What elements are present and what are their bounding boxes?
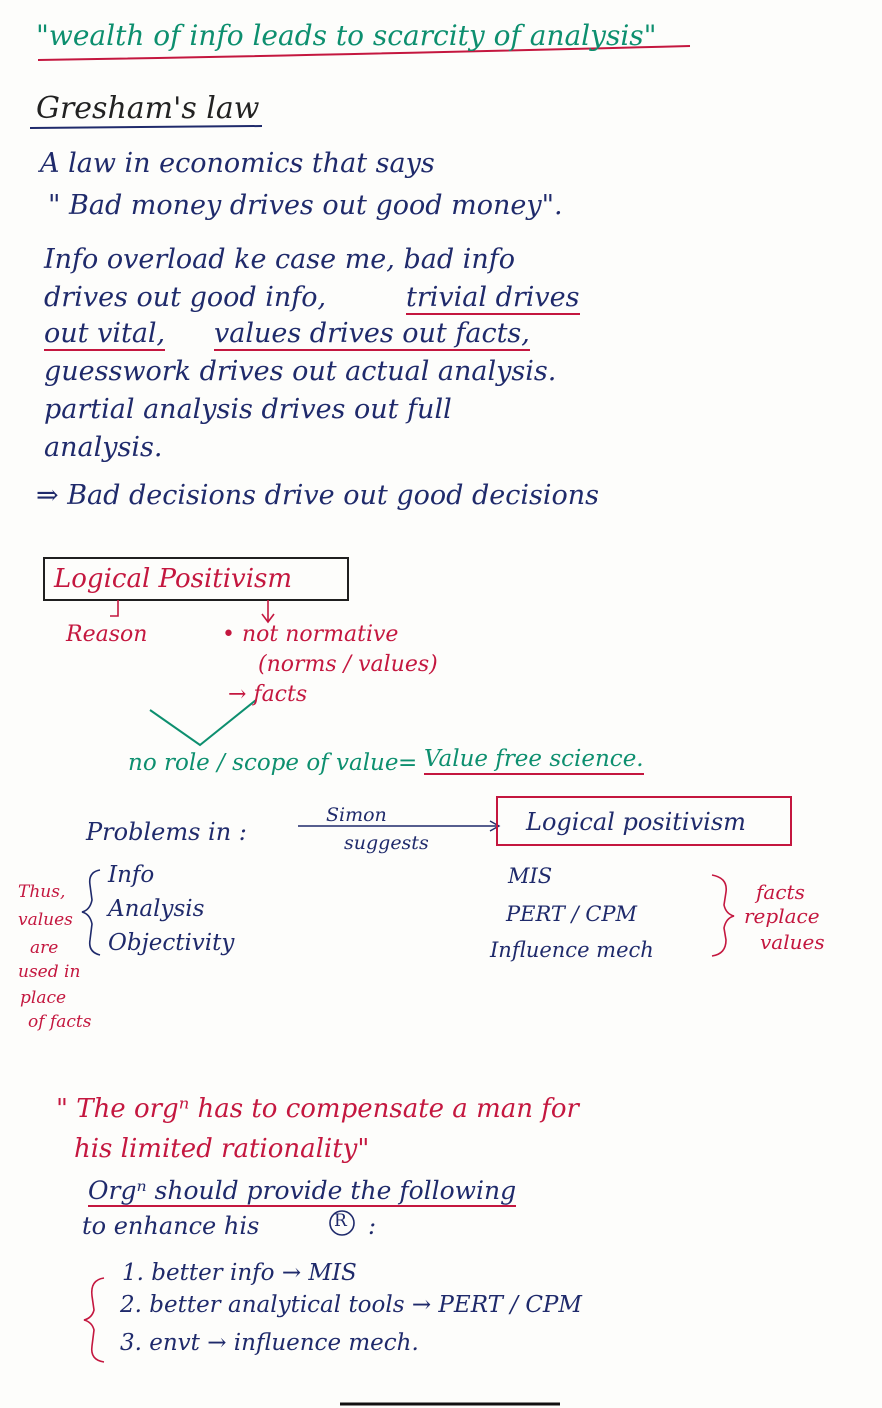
positivism-box-label: Logical Positivism bbox=[54, 564, 293, 594]
r-symbol: R bbox=[334, 1211, 347, 1231]
positivism-box2-label: Logical positivism bbox=[526, 808, 746, 836]
paragraph-line4: guesswork drives out actual analysis. bbox=[44, 356, 557, 387]
facts-label: → facts bbox=[228, 682, 308, 707]
facts-note-line: replace bbox=[744, 904, 820, 928]
value-free-science: Value free science. bbox=[424, 748, 644, 775]
side-note-line: used in bbox=[18, 962, 81, 982]
paragraph-line2a: drives out good info, bbox=[44, 282, 327, 313]
problem-item: Analysis bbox=[108, 896, 205, 922]
tool-item: MIS bbox=[508, 864, 553, 888]
top-quote: "wealth of info leads to scarcity of analysis" bbox=[36, 19, 657, 52]
reason-label: Reason bbox=[66, 622, 148, 647]
facts-note-line: values bbox=[760, 930, 825, 954]
org-list-item: 3. envt → influence mech. bbox=[120, 1330, 419, 1356]
side-note-line: are bbox=[30, 938, 59, 958]
equals-sign: = bbox=[398, 750, 418, 776]
simon-label: Simon bbox=[326, 804, 387, 826]
suggests-label: suggests bbox=[344, 832, 429, 854]
org-list-item: 1. better info → MIS bbox=[122, 1260, 357, 1286]
paragraph-line1: Info overload ke case me, bad info bbox=[44, 244, 515, 275]
problem-item: Objectivity bbox=[108, 930, 235, 956]
gresham-title: Gresham's law bbox=[36, 91, 260, 126]
org-should-provide: Orgⁿ should provide the following bbox=[88, 1176, 517, 1205]
enhance-label: to enhance his bbox=[82, 1212, 260, 1240]
norms-values-label: (norms / values) bbox=[258, 652, 438, 677]
facts-note-line: facts bbox=[756, 880, 805, 904]
side-note-line: place bbox=[20, 988, 67, 1008]
gresham-line1: A law in economics that says bbox=[40, 148, 435, 179]
problems-label: Problems in : bbox=[86, 818, 247, 846]
side-note-line: of facts bbox=[28, 1012, 92, 1032]
side-note-line: values bbox=[18, 910, 73, 930]
org-quote-line2: his limited rationality" bbox=[74, 1134, 370, 1164]
tool-item: PERT / CPM bbox=[506, 902, 638, 926]
not-normative-label: • not normative bbox=[222, 622, 399, 647]
no-role-label: no role / scope of value bbox=[128, 750, 399, 776]
paragraph-line3b: values drives out facts, bbox=[214, 318, 530, 349]
conclusion: ⇒ Bad decisions drive out good decisions bbox=[36, 480, 599, 511]
paragraph-line6: analysis. bbox=[44, 432, 163, 463]
org-quote-line1: " The orgⁿ has to compensate a man for bbox=[56, 1094, 579, 1124]
paragraph-line5: partial analysis drives out full bbox=[44, 394, 452, 425]
paragraph-line2b: trivial drives bbox=[406, 282, 580, 313]
enhance-colon: : bbox=[368, 1212, 377, 1240]
paragraph-line3a: out vital, bbox=[44, 318, 166, 349]
tool-item: Influence mech bbox=[490, 938, 654, 962]
problem-item: Info bbox=[108, 862, 155, 888]
side-note-line: Thus, bbox=[18, 882, 66, 902]
gresham-line2: " Bad money drives out good money". bbox=[48, 190, 563, 221]
org-list-item: 2. better analytical tools → PERT / CPM bbox=[120, 1292, 582, 1318]
